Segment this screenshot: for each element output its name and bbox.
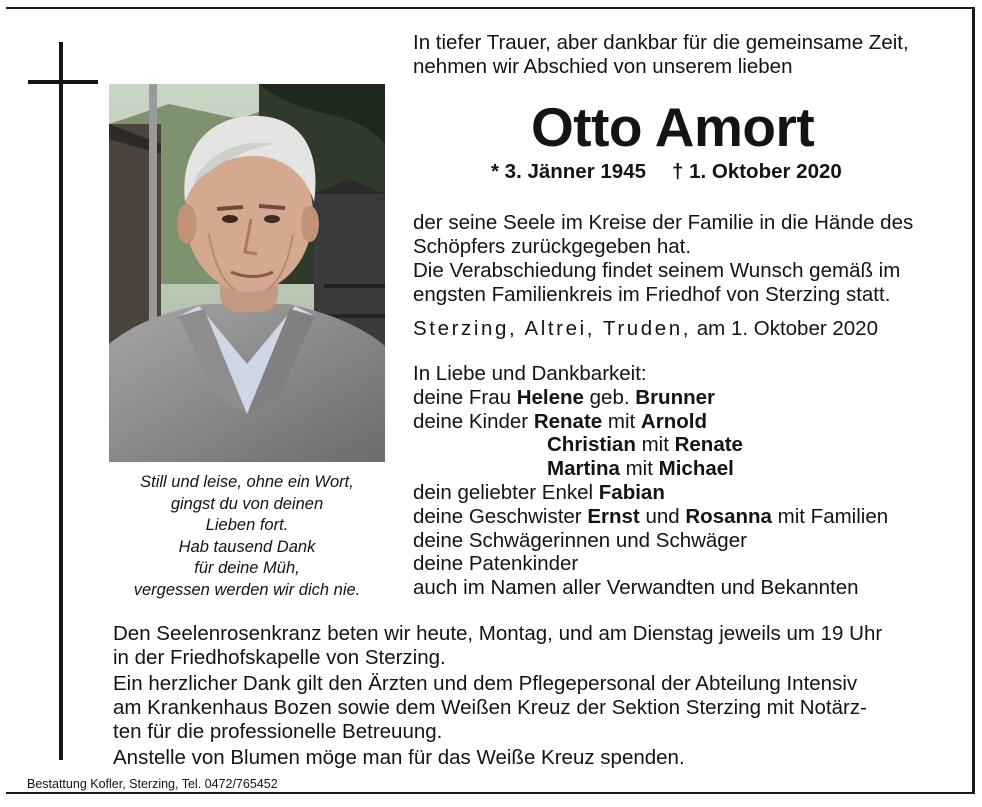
mourner-name: Martina (547, 457, 620, 481)
place-date-line (413, 317, 878, 341)
poem-line: Still und leise, ohne ein Wort, (140, 473, 354, 491)
funeral-home-footer: Bestattung Kofler, Sterzing, Tel. 0472/765452 (27, 777, 278, 791)
portrait-photo (109, 84, 385, 462)
poem-line: Hab tausend Dank (178, 537, 316, 556)
portrait-illustration (109, 84, 385, 462)
intro-line: In tiefer Trauer, aber dankbar für die gemeinsame Zeit, (413, 31, 909, 54)
mourner-relatives: auch im Namen aller Verwandten und Bekannten (413, 576, 859, 600)
poem (109, 472, 385, 601)
mourner-children: Martina mit Michael (547, 457, 734, 481)
mourner-name: Rosanna (685, 504, 772, 528)
mourner-children: Christian mit Renate (547, 433, 743, 457)
mourner-inlaws: deine Schwägerinnen und Schwäger (413, 528, 747, 552)
closing-text (113, 622, 882, 770)
mourner-siblings: deine Geschwister Ernst und Rosanna mit Familien (413, 504, 889, 528)
mourner-name: Renate (533, 409, 603, 433)
closing-line: in der Friedhofskapelle von Sterzing. (113, 646, 446, 669)
deceased-name: Otto Amort (531, 96, 815, 158)
closing-line: ten für die professionelle Betreuung. (113, 720, 443, 743)
mourners-list (413, 362, 888, 600)
mourner-godchildren: deine Patenkinder (413, 552, 579, 576)
mourners-heading: In Liebe und Dankbarkeit: (413, 362, 647, 385)
closing-line: Anstelle von Blumen möge man für das Weiße Kreuz spenden. (113, 746, 685, 769)
place-names: Sterzing, Altrei, Truden, (413, 317, 692, 340)
mourner-name: Renate (674, 433, 743, 457)
mourner-wife: deine Frau Helene geb. Brunner (413, 385, 715, 409)
body-line: Die Verabschiedung findet seinem Wunsch gemäß im (413, 259, 901, 282)
mourner-grandchild: dein geliebter Enkel Fabian (413, 480, 665, 504)
closing-line: Ein herzlicher Dank gilt den Ärzten und dem Pflegepersonal der Abteilung Intensiv (113, 672, 858, 695)
cross-icon-vertical (59, 42, 63, 760)
notice-date: am 1. Oktober 2020 (696, 317, 878, 340)
poem-line: für deine Müh, (194, 559, 300, 577)
intro-text (413, 31, 909, 79)
cross-icon-horizontal (28, 80, 98, 84)
mourner-name: Brunner (635, 385, 715, 409)
body-text (413, 211, 913, 307)
poem-line: Lieben fort. (205, 516, 289, 534)
body-line: engsten Familienkreis im Friedhof von Sterzing statt. (413, 283, 891, 306)
birth-date: * 3. Jänner 1945 (491, 160, 646, 183)
closing-line: Den Seelenrosenkranz beten wir heute, Montag, und am Dienstag jeweils um 19 Uhr (113, 622, 883, 645)
poem-line: vergessen werden wir dich nie. (133, 580, 361, 599)
closing-line: am Krankenhaus Bozen sowie dem Weißen Kreuz der Sektion Sterzing mit Notärz- (113, 696, 867, 719)
mourner-name: Arnold (640, 409, 707, 433)
intro-line: nehmen wir Abschied von unserem lieben (413, 55, 793, 78)
mourner-name: Fabian (598, 480, 665, 504)
mourner-name: Michael (658, 457, 734, 481)
mourner-name: Ernst (587, 504, 640, 528)
mourner-name: Christian (547, 433, 636, 457)
poem-line: gingst du von deinen (170, 494, 324, 513)
death-date: † 1. Oktober 2020 (672, 160, 842, 183)
mourner-children: deine Kinder Renate mit Arnold (413, 409, 707, 433)
body-line: Schöpfers zurückgegeben hat. (413, 235, 692, 258)
mourner-name: Helene (516, 385, 584, 409)
body-line: der seine Seele im Kreise der Familie in die Hände des (413, 211, 914, 234)
life-dates (491, 160, 842, 184)
